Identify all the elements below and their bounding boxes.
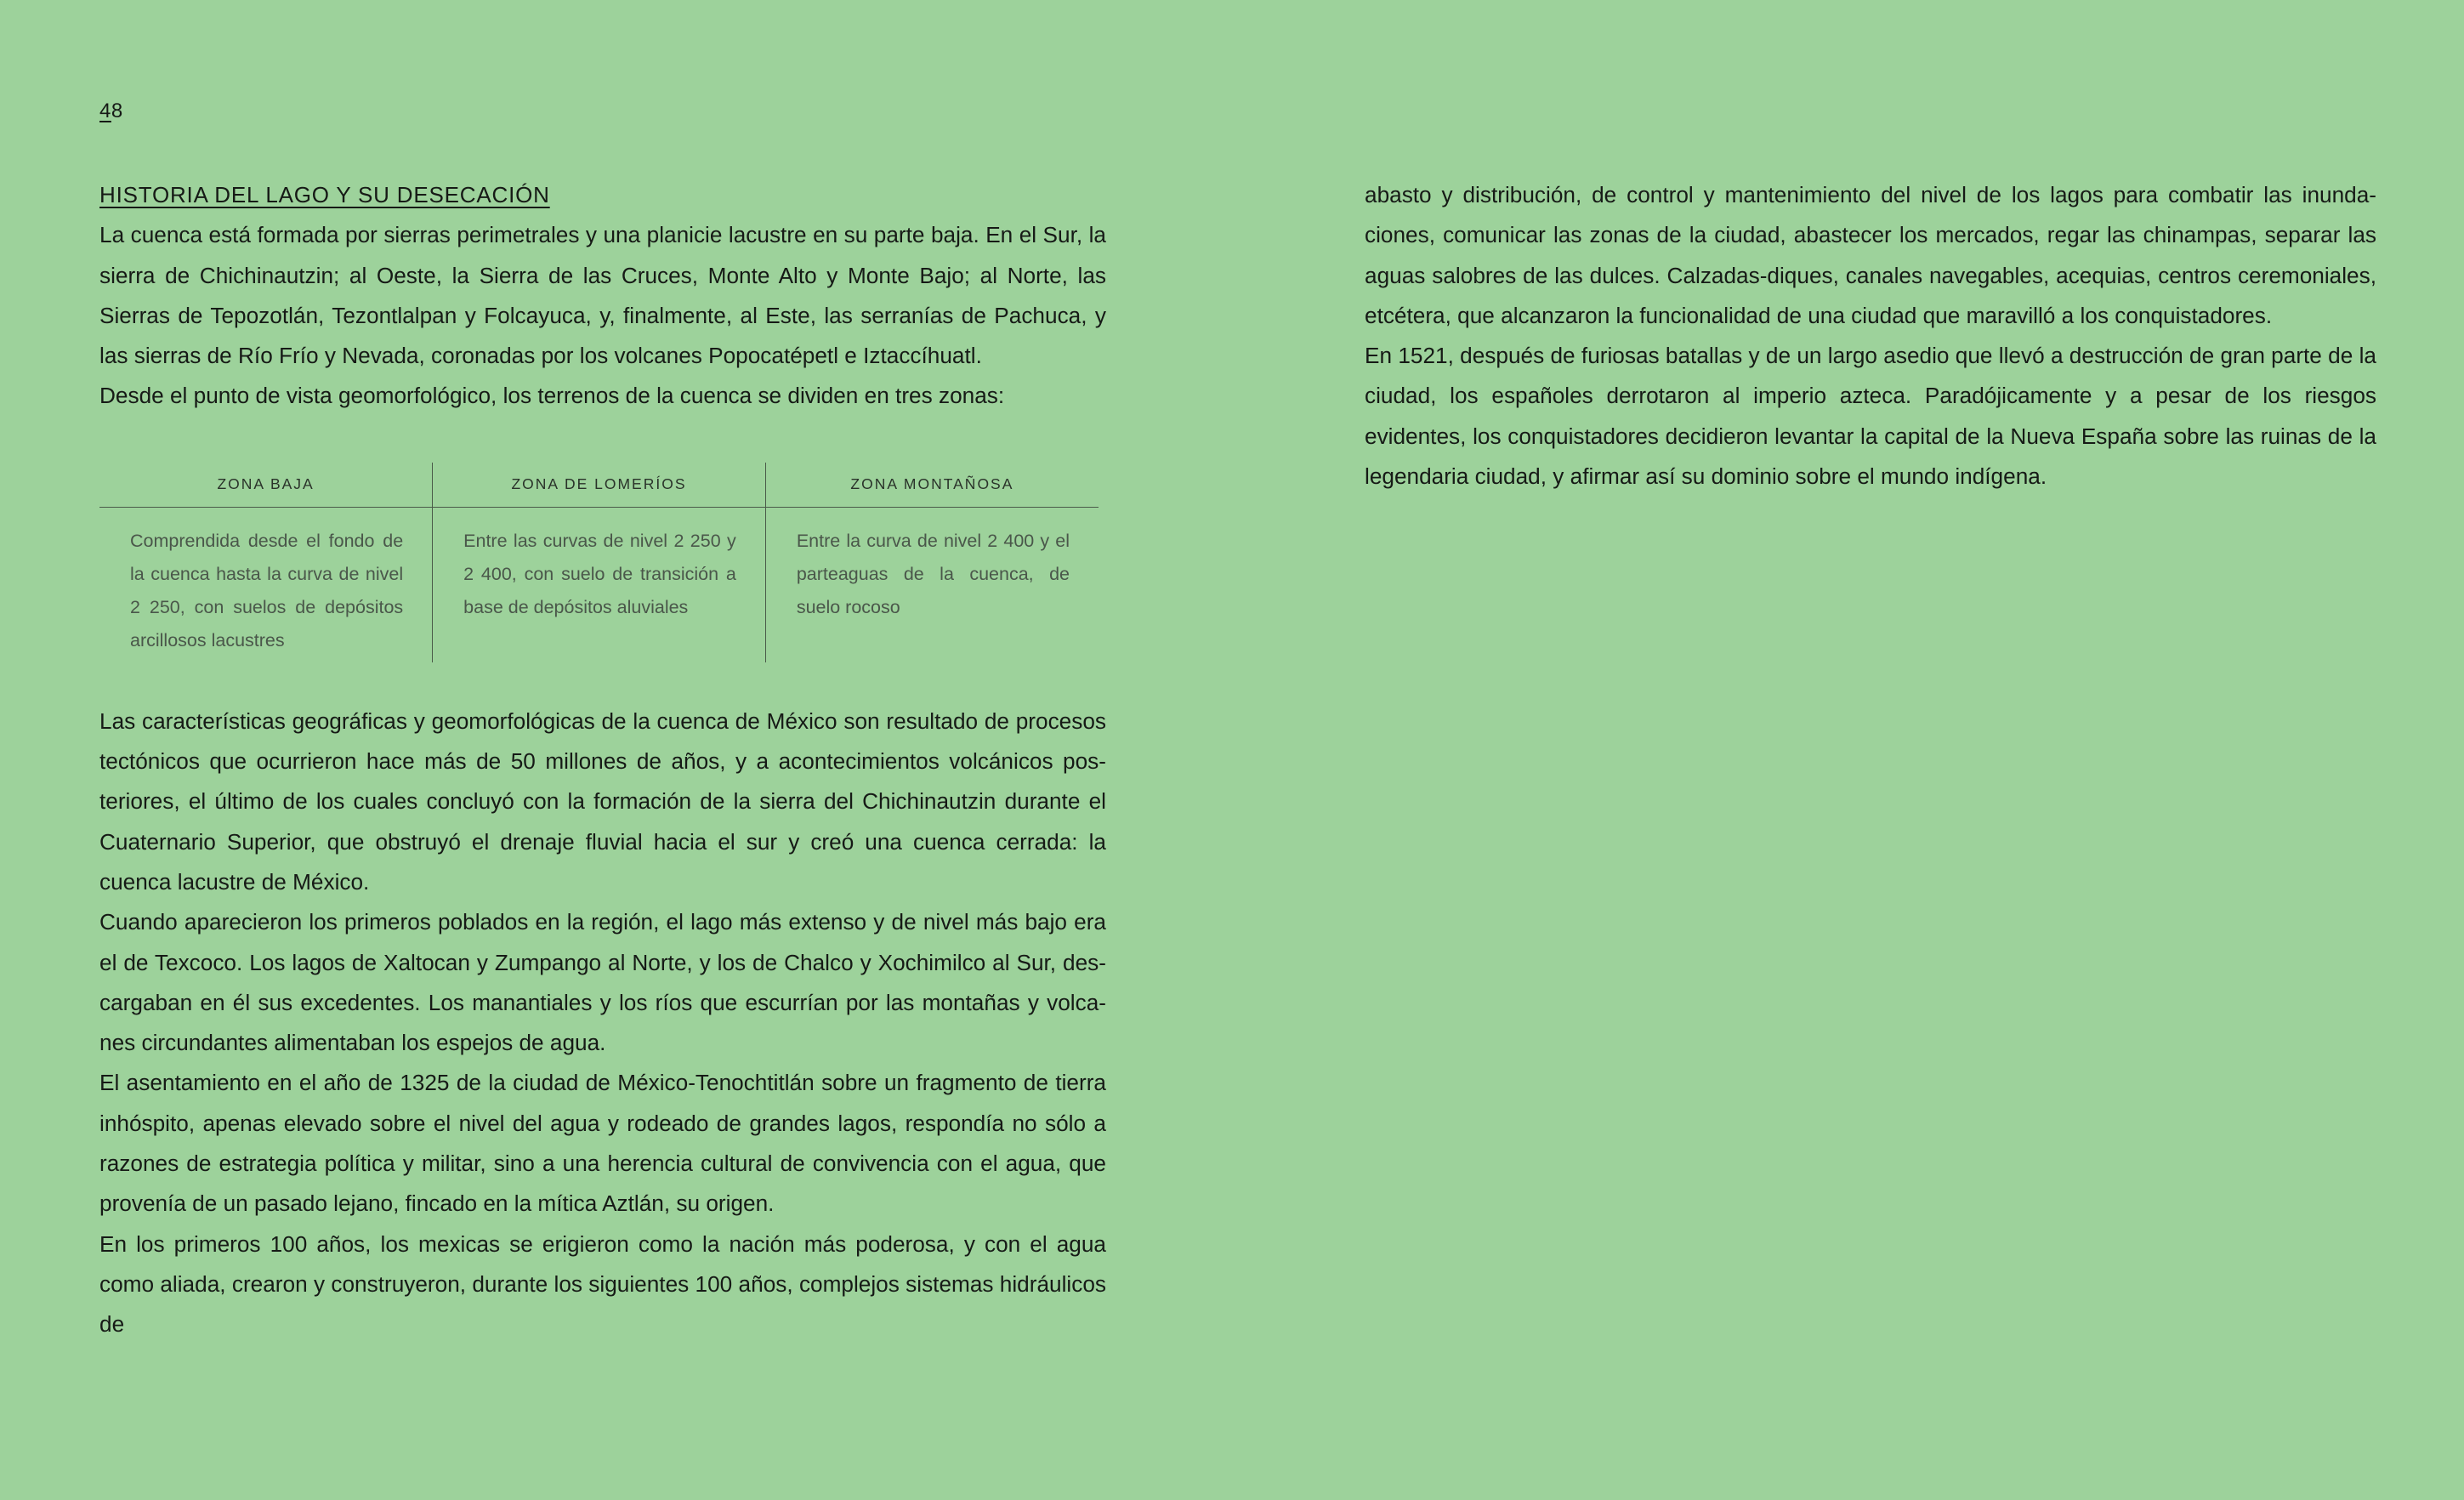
page-number: [99, 97, 123, 126]
table-header-zona-baja: ZONA BAJA: [99, 463, 433, 508]
body-paragraph: En los primeros 100 años, los mexicas se erigieron como la nación más poderosa, y con el agua como aliada, crearon y construyeron, durante los siguientes 100 años, complejos sistemas hidráulicos de: [99, 1230, 1106, 1338]
intro-paragraph-2: Desde el punto de vista geomorfológico, los terrenos de la cuenca se dividen en tres zonas:: [99, 383, 1005, 409]
body-paragraph: Las características geográficas y geomorfológicas de la cuenca de México son resultado de procesos tectónicos que ocurrieron hace más de 50 millones de años, y a acontecimientos volcánicos posteriores, el último de los cuales concluyó con la formación de la sierra del Chichinautzin durante el Cuaternario Superior, que obstruyó el drenaje fluvial hacia el sur y creó una cuenca cerrada: la cuenca lacustre de México.: [99, 707, 1106, 895]
page-number-rest: 8: [111, 99, 123, 122]
body-paragraph: En 1521, después de furiosas batallas y de un largo asedio que llevó a destrucción de gran parte de la ciudad, los españoles derrotaron al imperio azteca. Paradójicamente y a pesar de los riesgos evidentes, los conquistadores decidieron levantar la capital de la Nueva España sobre las ruinas de la legendaria ciudad, y afirmar así su dominio sobre el mundo indígena.: [1365, 343, 2376, 490]
left-column: [99, 175, 1106, 1345]
body-paragraph: abasto y distribución, de control y mantenimiento del nivel de los lagos para combatir las inundaciones, comunicar las zonas de la ciudad, abastecer los mercados, regar las chinampas, separar las aguas salobres de las dulces. Calzadas-diques, canales navegables, acequias, centros ceremoniales, etcétera, que alcanzaron la funcionalidad de una ciudad que maravilló a los conquistadores.: [1365, 182, 2376, 328]
body-paragraph: El asentamiento en el año de 1325 de la ciudad de México-Tenochtitlán sobre un fragmento de tierra inhóspito, apenas elevado sobre el nivel del agua y rodeado de grandes lagos, respondía no sólo a razones de estrategia política y militar, sino a una herencia cultural de convivencia con el agua, que provenía de un pasado lejano, fincado en la mítica Aztlán, su origen.: [99, 1070, 1106, 1217]
table-header-row: [99, 463, 1099, 508]
right-column: [1365, 175, 2376, 497]
body-paragraph: Cuando aparecieron los primeros poblados en la región, el lago más extenso y de nivel más bajo era el de Texcoco. Los lagos de Xaltocan y Zumpango al Norte, y los de Chalco y Xochimilco al Sur, descargaban en él sus excedentes. Los manantiales y los ríos que escurrían por las montañas y volcanes circundantes alimentaban los espejos de agua.: [99, 909, 1106, 1056]
table-cell-zona-baja: Comprendida desde el fondo de la cuenca hasta la curva de nivel 2 250, con suelos de depósitos arcillosos lacustres: [130, 530, 404, 651]
zones-table: [99, 463, 1099, 662]
table-header-zona-montanosa: ZONA MONTAÑOSA: [765, 463, 1099, 508]
intro-paragraph: La cuenca está formada por sierras perimetrales y una planicie lacustre en su parte baja. En el Sur, la sierra de Chichinautzin; al Oeste, la Sierra de las Cruces, Monte Alto y Monte Bajo; al Norte, las Sierras de Tepozotlán, Tezontlalpan y Folcayuca, y, finalmente, al Este, las serranías de Pachuca, y las sierras de Río Frío y Nevada, coronadas por los volcanes Popocatépetl e Iztaccíhuatl.: [99, 222, 1106, 369]
page-number-first-digit: 4: [99, 99, 111, 122]
table-header-zona-lomerios: ZONA DE LOMERÍOS: [433, 463, 766, 508]
table-row: [99, 507, 1099, 662]
section-heading: HISTORIA DEL LAGO Y SU DESECACIÓN: [99, 182, 550, 207]
table-cell-zona-montanosa: Entre la curva de nivel 2 400 y el parteaguas de la cuenca, de suelo rocoso: [765, 507, 1099, 662]
table-cell-zona-lomerios: Entre las curvas de nivel 2 250 y 2 400, con suelo de transición a base de depósitos aluviales: [433, 507, 766, 662]
